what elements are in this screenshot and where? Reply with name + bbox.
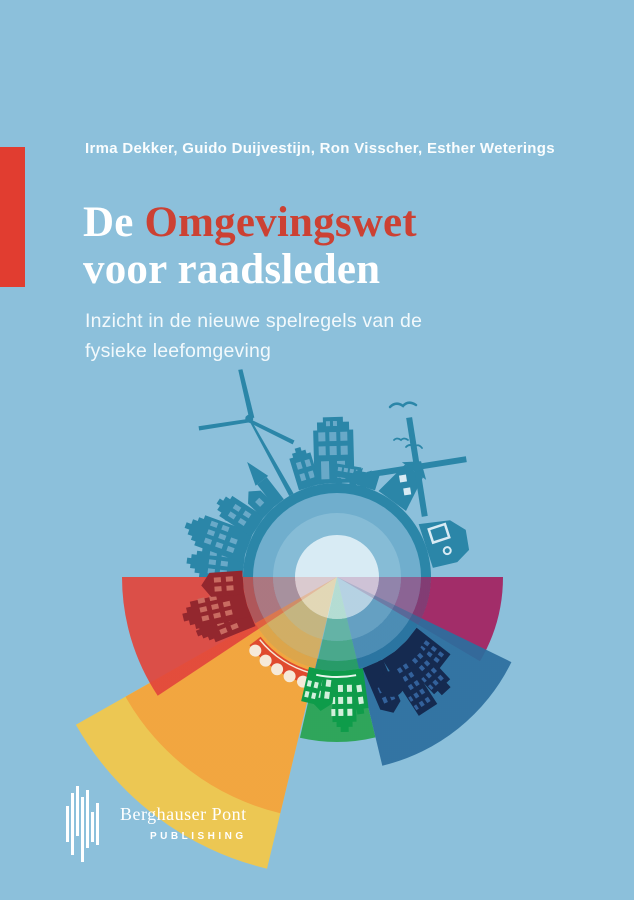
subtitle-line1: Inzicht in de nieuwe spelregels van de <box>85 310 423 332</box>
title-prefix: De <box>83 199 145 246</box>
bird-icons <box>390 403 422 448</box>
publisher-bars-icon <box>64 784 104 870</box>
mill-window <box>403 487 411 495</box>
publisher-tagline: PUBLISHING <box>149 831 247 842</box>
mill-window <box>399 474 407 482</box>
authors-line: Irma Dekker, Guido Duijvestijn, Ron Visscher, Esther Weterings <box>85 140 555 157</box>
title-highlight: Omgevingswet <box>144 199 417 246</box>
publisher-name: Berghauser Pont <box>120 804 247 824</box>
subtitle-line2: fysieke leefomgeving <box>85 340 272 362</box>
title-line2: voor raadsleden <box>83 246 381 293</box>
publisher-logo <box>64 784 247 870</box>
